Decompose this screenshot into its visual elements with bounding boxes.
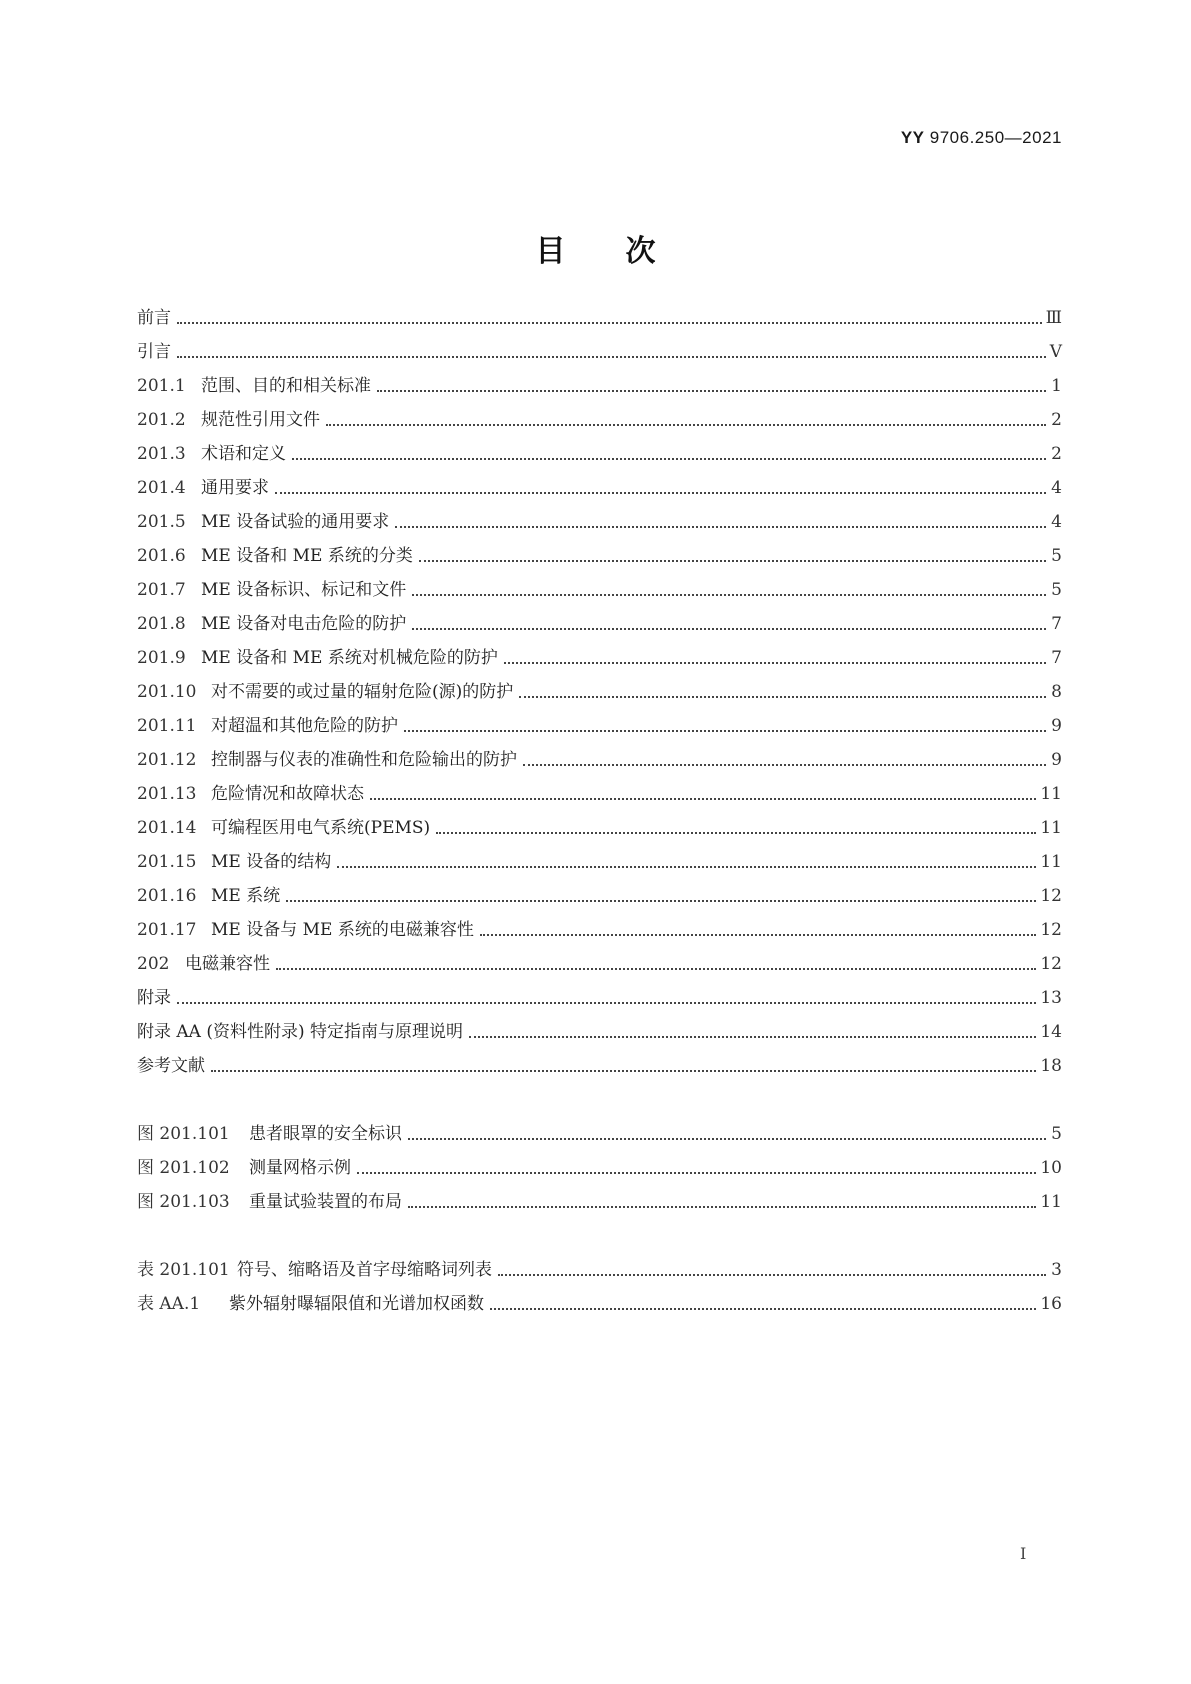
toc-page: 14 — [1040, 1022, 1062, 1042]
figure-entry[interactable] — [137, 1189, 1062, 1215]
toc-page: 8 — [1051, 682, 1062, 702]
toc-entry[interactable] — [137, 407, 1062, 433]
toc-page: Ⅲ — [1045, 308, 1062, 328]
toc-entry[interactable] — [137, 339, 1062, 365]
toc-label: ME 设备和 ME 系统对机械危险的防护 — [201, 648, 498, 668]
toc-page: 11 — [1040, 852, 1062, 872]
toc-page: 5 — [1051, 546, 1062, 566]
dot-leader — [404, 730, 1046, 732]
dot-leader — [292, 458, 1046, 460]
dot-leader — [469, 1036, 1036, 1038]
toc-entry[interactable] — [137, 781, 1062, 807]
toc-number: 201.4 — [137, 478, 186, 498]
figure-entry[interactable] — [137, 1121, 1062, 1147]
dot-leader — [395, 526, 1046, 528]
dot-leader — [177, 356, 1046, 358]
toc-label: 附录 AA (资料性附录) 特定指南与原理说明 — [137, 1022, 464, 1042]
toc-page: 2 — [1051, 444, 1062, 464]
table-page: 3 — [1051, 1260, 1062, 1280]
toc-entry[interactable] — [137, 713, 1062, 739]
dot-leader — [177, 1002, 1036, 1004]
dot-leader — [211, 1070, 1036, 1072]
toc-page: 12 — [1040, 886, 1062, 906]
dot-leader — [408, 1138, 1046, 1140]
page-number: I — [1020, 1544, 1027, 1563]
toc-page: 11 — [1040, 784, 1062, 804]
dot-leader — [436, 832, 1036, 834]
toc-label: 控制器与仪表的准确性和危险输出的防护 — [211, 750, 517, 770]
dot-leader — [504, 662, 1046, 664]
toc-entry[interactable] — [137, 951, 1062, 977]
table-label: 符号、缩略语及首字母缩略词列表 — [237, 1260, 492, 1280]
figure-label: 患者眼罩的安全标识 — [249, 1124, 402, 1144]
toc-number: 202 — [137, 954, 170, 974]
dot-leader — [177, 322, 1042, 324]
standard-number: 9706.250—2021 — [929, 128, 1062, 147]
toc-number: 201.3 — [137, 444, 186, 464]
toc-entry[interactable] — [137, 679, 1062, 705]
figure-number: 图 201.102 — [137, 1158, 230, 1178]
toc-number: 201.1 — [137, 376, 186, 396]
toc-number: 201.6 — [137, 546, 186, 566]
dot-leader — [498, 1274, 1046, 1276]
dot-leader — [519, 696, 1046, 698]
toc-label: 电磁兼容性 — [185, 954, 270, 974]
toc-number: 201.10 — [137, 682, 197, 702]
toc-entry[interactable] — [137, 509, 1062, 535]
toc-entry[interactable] — [137, 1053, 1062, 1079]
toc-entry[interactable] — [137, 815, 1062, 841]
dot-leader — [276, 968, 1036, 970]
dot-leader — [523, 764, 1046, 766]
toc-label: ME 设备的结构 — [211, 852, 332, 872]
toc-label: 附录 — [137, 988, 171, 1008]
toc-number: 201.8 — [137, 614, 186, 634]
toc-page: 18 — [1040, 1056, 1062, 1076]
dot-leader — [480, 934, 1037, 936]
toc-page: 7 — [1051, 614, 1062, 634]
toc-number: 201.2 — [137, 410, 186, 430]
dot-leader — [337, 866, 1036, 868]
toc-label: ME 系统 — [211, 886, 281, 906]
figure-label: 重量试验装置的布局 — [249, 1192, 402, 1212]
toc-label: ME 设备试验的通用要求 — [201, 512, 390, 532]
toc-entry[interactable] — [137, 1019, 1062, 1045]
toc-label: 前言 — [137, 308, 171, 328]
figure-number: 图 201.103 — [137, 1192, 230, 1212]
dot-leader — [286, 900, 1036, 902]
figure-entry[interactable] — [137, 1155, 1062, 1181]
toc-entry[interactable] — [137, 305, 1062, 331]
figure-page: 11 — [1040, 1192, 1062, 1212]
table-of-contents — [137, 0, 1062, 1684]
toc-number: 201.15 — [137, 852, 197, 872]
toc-entry[interactable] — [137, 849, 1062, 875]
toc-number: 201.7 — [137, 580, 186, 600]
toc-page: 13 — [1040, 988, 1062, 1008]
toc-number: 201.16 — [137, 886, 197, 906]
dot-leader — [370, 798, 1036, 800]
toc-entry[interactable] — [137, 441, 1062, 467]
toc-entry[interactable] — [137, 543, 1062, 569]
toc-entry[interactable] — [137, 985, 1062, 1011]
page-title: 目次 — [535, 234, 716, 269]
toc-entry[interactable] — [137, 373, 1062, 399]
table-label: 紫外辐射曝辐限值和光谱加权函数 — [229, 1294, 484, 1314]
table-entry[interactable] — [137, 1257, 1062, 1283]
toc-page: 4 — [1051, 512, 1062, 532]
toc-page: Ⅴ — [1049, 342, 1062, 362]
figure-label: 测量网格示例 — [249, 1158, 351, 1178]
figure-number: 图 201.101 — [137, 1124, 230, 1144]
dot-leader — [326, 424, 1046, 426]
dot-leader — [377, 390, 1046, 392]
toc-entry[interactable] — [137, 883, 1062, 909]
toc-label: 引言 — [137, 342, 171, 362]
dot-leader — [490, 1308, 1036, 1310]
toc-number: 201.9 — [137, 648, 186, 668]
toc-label: ME 设备对电击危险的防护 — [201, 614, 407, 634]
dot-leader — [275, 492, 1046, 494]
toc-label: 范围、目的和相关标准 — [201, 376, 371, 396]
toc-page: 5 — [1051, 580, 1062, 600]
toc-entry[interactable] — [137, 577, 1062, 603]
toc-label: 术语和定义 — [201, 444, 286, 464]
figure-page: 5 — [1051, 1124, 1062, 1144]
toc-number: 201.5 — [137, 512, 186, 532]
toc-number: 201.11 — [137, 716, 197, 736]
table-number: 表 201.101 — [137, 1260, 230, 1280]
toc-page: 9 — [1051, 716, 1062, 736]
toc-label: 可编程医用电气系统(PEMS) — [211, 818, 431, 838]
toc-entry[interactable] — [137, 611, 1062, 637]
table-page: 16 — [1040, 1294, 1062, 1314]
toc-entry[interactable] — [137, 747, 1062, 773]
toc-label: ME 设备标识、标记和文件 — [201, 580, 407, 600]
toc-page: 2 — [1051, 410, 1062, 430]
dot-leader — [408, 1206, 1036, 1208]
toc-page: 4 — [1051, 478, 1062, 498]
table-number: 表 AA.1 — [137, 1294, 201, 1314]
toc-label: 对超温和其他危险的防护 — [211, 716, 398, 736]
toc-label: ME 设备和 ME 系统的分类 — [201, 546, 413, 566]
dot-leader — [357, 1172, 1036, 1174]
toc-page: 7 — [1051, 648, 1062, 668]
toc-number: 201.12 — [137, 750, 197, 770]
figure-page: 10 — [1040, 1158, 1062, 1178]
toc-number: 201.17 — [137, 920, 197, 940]
toc-page: 12 — [1040, 920, 1062, 940]
toc-entry[interactable] — [137, 645, 1062, 671]
toc-entry[interactable] — [137, 475, 1062, 501]
toc-label: 对不需要的或过量的辐射危险(源)的防护 — [211, 682, 514, 702]
toc-page: 12 — [1040, 954, 1062, 974]
toc-entry[interactable] — [137, 917, 1062, 943]
toc-page: 1 — [1051, 376, 1062, 396]
toc-label: 通用要求 — [201, 478, 269, 498]
toc-label: 规范性引用文件 — [201, 410, 320, 430]
toc-label: 危险情况和故障状态 — [211, 784, 364, 804]
table-entry[interactable] — [137, 1291, 1062, 1317]
toc-page: 9 — [1051, 750, 1062, 770]
toc-number: 201.14 — [137, 818, 197, 838]
toc-number: 201.13 — [137, 784, 197, 804]
toc-label: ME 设备与 ME 系统的电磁兼容性 — [211, 920, 474, 940]
dot-leader — [419, 560, 1046, 562]
dot-leader — [412, 628, 1046, 630]
dot-leader — [412, 594, 1046, 596]
standard-prefix: YY — [900, 128, 925, 147]
toc-page: 11 — [1040, 818, 1062, 838]
toc-label: 参考文献 — [137, 1056, 205, 1076]
